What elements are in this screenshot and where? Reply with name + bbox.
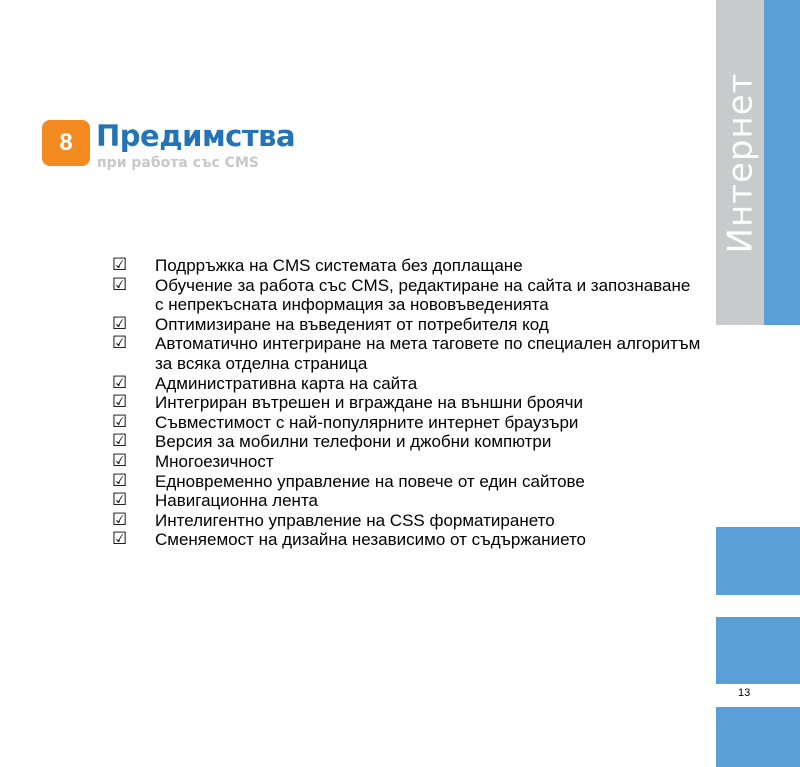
feature-item (112, 393, 702, 413)
feature-text: Сменяемост на дизайна независимо от съдържанието (155, 530, 587, 550)
feature-item (112, 413, 702, 433)
feature-item (112, 530, 702, 550)
feature-text: Административна карта на сайта (155, 373, 418, 393)
feature-text: Обучение за работа със CMS, редактиране на сайта и запознаване с непрекъсната информация за нововъведенията (155, 275, 691, 315)
feature-text: Многоезичност (155, 451, 274, 471)
feature-text: Версия за мобилни телефони и джобни компютри (155, 432, 552, 452)
feature-text: Съвместимост с най-популярните интернет браузъри (155, 412, 579, 432)
side-tab-3 (716, 707, 800, 767)
feature-item (112, 432, 702, 452)
side-tab-1 (716, 527, 800, 595)
checkbox-checked-icon: ☑ (112, 450, 128, 471)
checkbox-checked-icon: ☑ (112, 392, 128, 413)
feature-text: Едновременно управление на повече от един сайтове (155, 471, 585, 491)
feature-item (112, 334, 702, 373)
feature-item (112, 374, 702, 394)
feature-text: Подрръжка на CMS системата без доплащане (155, 256, 523, 275)
chapter-number-badge: 8 (42, 120, 90, 166)
checkbox-checked-icon: ☑ (112, 372, 128, 393)
feature-item (112, 472, 702, 492)
feature-item (112, 315, 702, 335)
section-label-text: Интернет (720, 72, 761, 253)
feature-item (112, 452, 702, 472)
chapter-title: Предимства (96, 119, 296, 153)
checkbox-checked-icon: ☑ (112, 529, 128, 550)
checkbox-checked-icon: ☑ (112, 490, 128, 511)
side-tab-2 (716, 617, 800, 684)
feature-item (112, 256, 702, 276)
feature-item (112, 276, 702, 315)
sidebar-blue-band (764, 0, 800, 325)
feature-list (112, 256, 702, 550)
feature-text: Интелигентно управление на CSS форматирането (155, 510, 555, 530)
checkbox-checked-icon: ☑ (112, 470, 128, 491)
chapter-subtitle: при работа със CMS (97, 155, 259, 171)
page-number: 13 (738, 687, 751, 699)
feature-text: Оптимизиране на въведеният от потребителя код (155, 314, 549, 334)
feature-text: Интегриран вътрешен и вграждане на външни броячи (155, 393, 583, 413)
checkbox-checked-icon: ☑ (112, 313, 128, 334)
feature-item (112, 511, 702, 531)
checkbox-checked-icon: ☑ (112, 255, 128, 275)
feature-item (112, 491, 702, 511)
checkbox-checked-icon: ☑ (112, 274, 128, 295)
checkbox-checked-icon: ☑ (112, 431, 128, 452)
sidebar-section-label (716, 0, 764, 325)
checkbox-checked-icon: ☑ (112, 411, 128, 432)
feature-text: Автоматично интегриране на мета таговете по специален алгоритъм за всяка отделна страница (155, 334, 701, 373)
checkbox-checked-icon: ☑ (112, 333, 128, 354)
feature-text: Навигационна лента (155, 491, 318, 511)
checkbox-checked-icon: ☑ (112, 509, 128, 530)
